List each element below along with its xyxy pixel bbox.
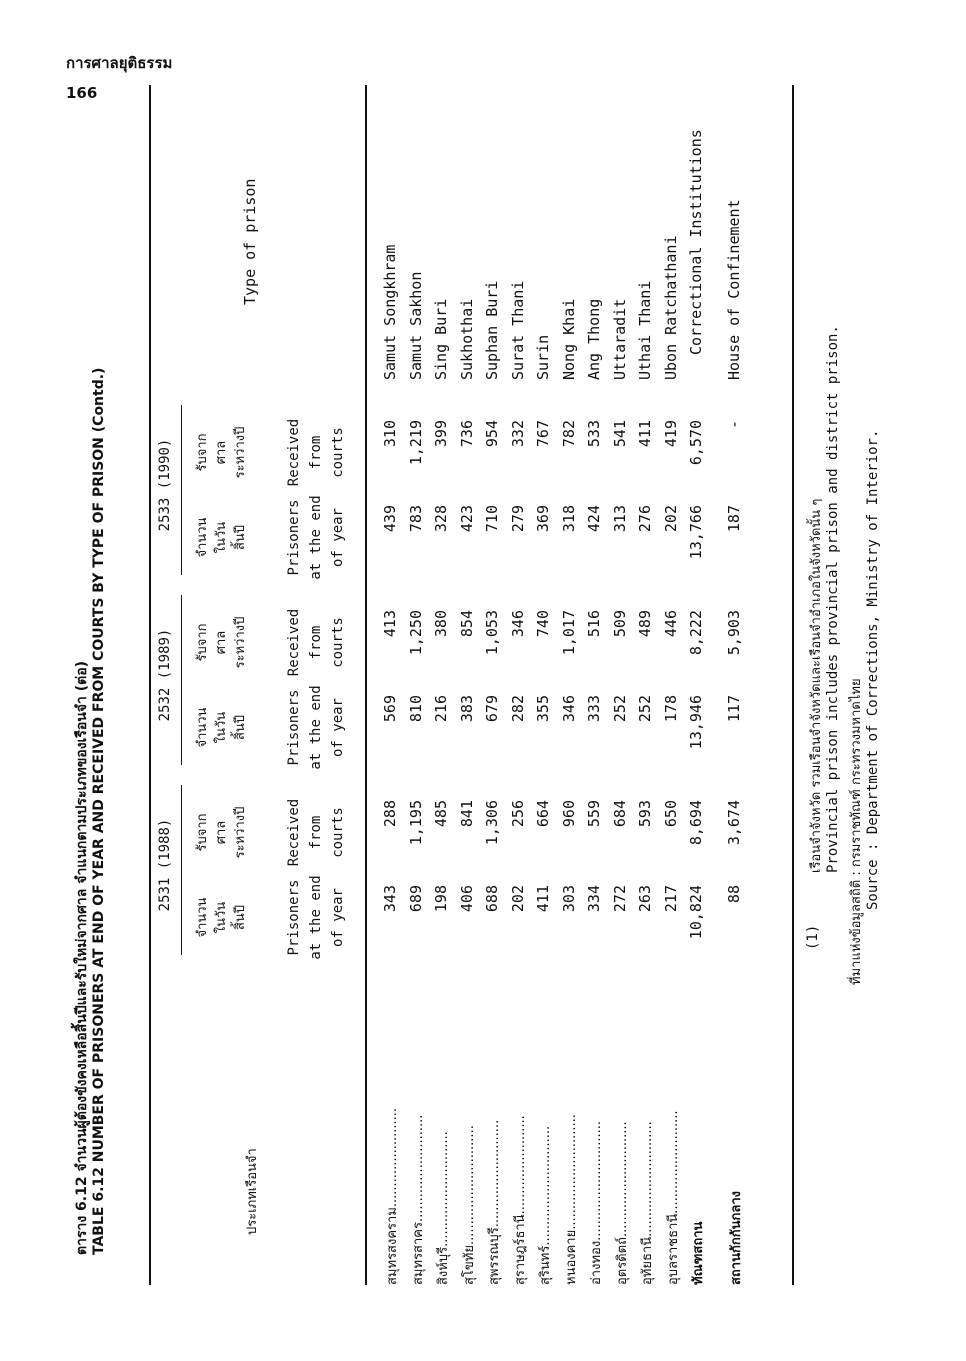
cell-value: 202	[661, 505, 680, 533]
prison-name-thai: หนองคาย............................	[563, 1114, 579, 1285]
column-header-thai: ในวัน	[214, 901, 229, 934]
prison-name-thai: สุพรรณบุรี..........................	[487, 1119, 502, 1285]
column-header-english: at the end	[308, 685, 324, 770]
cell-value: 178	[661, 695, 680, 723]
cell-value: 593	[636, 800, 654, 828]
column-header-english: of year	[330, 888, 346, 948]
cell-value: 782	[559, 420, 578, 448]
cell-value: 810	[406, 695, 425, 723]
cell-value: 318	[559, 505, 578, 533]
column-header-thai: ระหว่างปี	[233, 426, 248, 479]
cell-value: 279	[508, 505, 527, 533]
cell-value: 1,219	[406, 420, 425, 466]
column-header-english: of year	[330, 508, 346, 568]
cell-value: 10,824	[687, 885, 705, 940]
column-header-english: at the end	[308, 495, 324, 580]
column-header-thai: ระหว่างปี	[233, 616, 248, 669]
column-header-english: Prisoners	[286, 879, 302, 956]
cell-value: 783	[406, 505, 425, 533]
cell-value: 332	[508, 420, 527, 448]
year-header-1990: 2533 (1990)	[157, 438, 173, 532]
prison-name-english: Uttaradit	[610, 298, 629, 380]
column-header-english: from	[308, 435, 324, 470]
column-header-english: from	[308, 815, 324, 850]
year-rule-1988	[181, 785, 182, 955]
column-header-thai: ในวัน	[214, 521, 229, 554]
source-thai: ที่มาแห่งข้อมูลสถิติ : กรมราชทัณฑ์ กระทรวงมหาดไทย	[849, 678, 864, 985]
column-header-english: courts	[330, 617, 346, 668]
cell-value: 13,766	[687, 505, 705, 560]
prison-name-thai: อุบลราชธานี.........................	[665, 1110, 681, 1285]
cell-value: 313	[610, 505, 629, 533]
cell-value: 688	[483, 885, 501, 913]
prison-name-thai: สมุทรสงคราม........................	[385, 1107, 400, 1285]
table-title-english: TABLE 6.12 NUMBER OF PRISONERS AT END OF YEAR AND RECEIVED FROM COURTS BY TYPE OF PRISON (Contd.)	[91, 367, 107, 1255]
cell-value: 8,222	[687, 610, 705, 656]
footnote-thai: เรือนจำจังหวัด รวมเรือนจำจังหวัดและเรือนจำอำเภอในจังหวัดนั้น ๆ	[809, 498, 824, 873]
cell-value: 516	[585, 610, 603, 638]
prison-name-english: Surat Thani	[508, 280, 527, 380]
prison-name-english: Ubon Ratchathani	[661, 235, 680, 380]
column-header-thai: จำนวน	[195, 707, 210, 748]
table-title-thai: ตาราง 6.12 จำนวนผู้ต้องขังคงเหลือสิ้นปีและรับใหม่จากศาล จำแนกตามประเภทของเรือนจำ (ต่อ)	[74, 660, 90, 1255]
column-header-english: Received	[286, 418, 302, 487]
year-header-1988: 2531 (1988)	[157, 818, 173, 912]
cell-value: 533	[585, 420, 603, 448]
prison-name-thai: อุตรดิตถ์............................	[614, 1121, 630, 1285]
cell-value: 187	[725, 505, 743, 533]
cell-value: 1,250	[406, 610, 425, 656]
cell-value: 8,694	[687, 800, 705, 846]
cell-value: 446	[661, 610, 680, 638]
prison-name-english: Uthai Thani	[636, 280, 654, 380]
prison-name-english: House of Confinement	[725, 199, 743, 380]
cell-value: 569	[381, 695, 399, 723]
column-header-thai: รับจาก	[195, 623, 210, 662]
cell-value: 217	[661, 885, 680, 913]
cell-value: 263	[636, 885, 654, 913]
cell-value: 541	[610, 420, 629, 448]
column-header-thai: สิ้นปี	[233, 524, 248, 551]
book-title: การศาลยุติธรรม	[66, 54, 173, 72]
cell-value: 406	[457, 885, 476, 913]
cell-value: 272	[610, 885, 629, 913]
prison-name-english: Surin	[534, 334, 552, 380]
cell-value: 736	[457, 420, 476, 448]
cell-value: 383	[457, 695, 476, 723]
cell-value: 328	[432, 505, 450, 533]
cell-value: 346	[559, 695, 578, 723]
cell-value: 13,946	[687, 695, 705, 750]
cell-value: 256	[508, 800, 527, 828]
cell-value: 689	[406, 885, 425, 913]
prison-name-thai: สุรินทร์.............................	[538, 1125, 553, 1285]
column-header-thai: รับจาก	[195, 813, 210, 852]
cell-value: 288	[381, 800, 399, 828]
cell-value: 684	[610, 800, 629, 828]
column-header-english: courts	[330, 427, 346, 478]
cell-value: 854	[457, 610, 476, 638]
cell-value: 3,674	[725, 800, 743, 846]
column-header-thai: สิ้นปี	[233, 904, 248, 931]
cell-value: 202	[508, 885, 527, 913]
column-header-english: Prisoners	[286, 689, 302, 766]
column-header-english: from	[308, 625, 324, 660]
cell-value: 1,017	[559, 610, 578, 656]
year-rule-1990	[181, 405, 182, 575]
cell-value: 841	[457, 800, 476, 828]
table-bottom-rule	[792, 85, 794, 1285]
cell-value: 198	[432, 885, 450, 913]
column-header-english: courts	[330, 807, 346, 858]
column-header-thai: ศาล	[214, 440, 229, 465]
cell-value: 740	[534, 610, 552, 638]
cell-value: 439	[381, 505, 399, 533]
prison-name-thai: สุโขทัย.............................	[461, 1125, 477, 1285]
page-number: 166	[66, 84, 98, 102]
cell-value: 411	[534, 885, 552, 913]
prison-name-english: Ang Thong	[585, 298, 603, 380]
prison-name-english: Correctional Institutions	[687, 129, 705, 355]
cell-value: 399	[432, 420, 450, 448]
footnote-marker: (1)	[805, 924, 821, 950]
column-header-thai: ศาล	[214, 820, 229, 845]
cell-value: 6,570	[687, 420, 705, 466]
cell-value: -	[725, 420, 743, 430]
cell-value: 679	[483, 695, 501, 723]
prison-name-english: Suphan Buri	[483, 280, 501, 380]
column-header-thai: จำนวน	[195, 897, 210, 938]
cell-value: 954	[483, 420, 501, 448]
prison-name-english: Samut Songkhram	[381, 244, 399, 380]
column-header-thai: สิ้นปี	[233, 714, 248, 741]
cell-value: 355	[534, 695, 552, 723]
prison-name-thai: สถานกักกันกลาง	[729, 1191, 744, 1285]
prison-name-english: Nong Khai	[559, 298, 578, 380]
prison-name-thai: สิงห์บุรี............................	[436, 1131, 451, 1285]
prison-name-thai: อ่างทอง.............................	[589, 1120, 604, 1285]
column-header-english: Prisoners	[286, 499, 302, 576]
cell-value: 559	[585, 800, 603, 828]
cell-value: 1,306	[483, 800, 501, 846]
column-header-english: at the end	[308, 875, 324, 960]
cell-value: 413	[381, 610, 399, 638]
cell-value: 252	[636, 695, 654, 723]
footnote-english: Provincial prison includes provincial prison and district prison.	[825, 325, 841, 873]
header-bottom-rule	[365, 85, 367, 1285]
cell-value: 509	[610, 610, 629, 638]
left-column-header: ประเภทเรือนจำ	[245, 1148, 260, 1235]
column-header-thai: ศาล	[214, 630, 229, 655]
column-header-thai: ระหว่างปี	[233, 806, 248, 859]
right-column-header: Type of prison	[241, 178, 259, 305]
source-english: Source : Department of Corrections, Ministry of Interior.	[865, 429, 881, 910]
cell-value: 664	[534, 800, 552, 828]
cell-value: 1,195	[406, 800, 425, 846]
cell-value: 767	[534, 420, 552, 448]
column-header-thai: จำนวน	[195, 517, 210, 558]
cell-value: 117	[725, 695, 743, 723]
cell-value: 343	[381, 885, 399, 913]
cell-value: 276	[636, 505, 654, 533]
cell-value: 333	[585, 695, 603, 723]
prison-name-thai: ทัณฑสถาน	[691, 1221, 706, 1285]
prison-name-english: Samut Sakhon	[406, 271, 425, 380]
column-header-thai: ในวัน	[214, 711, 229, 744]
cell-value: 369	[534, 505, 552, 533]
cell-value: 411	[636, 420, 654, 448]
cell-value: 423	[457, 505, 476, 533]
column-header-english: of year	[330, 698, 346, 758]
prison-name-english: Sing Buri	[432, 298, 450, 380]
cell-value: 334	[585, 885, 603, 913]
cell-value: 650	[661, 800, 680, 828]
prison-name-thai: อุทัยธานี............................	[640, 1121, 655, 1285]
cell-value: 1,053	[483, 610, 501, 656]
cell-value: 489	[636, 610, 654, 638]
cell-value: 5,903	[725, 610, 743, 656]
year-header-1989: 2532 (1989)	[157, 628, 173, 722]
cell-value: 419	[661, 420, 680, 448]
prison-name-thai: สมุทรสาคร..........................	[410, 1114, 426, 1285]
cell-value: 282	[508, 695, 527, 723]
cell-value: 303	[559, 885, 578, 913]
year-rule-1989	[181, 595, 182, 765]
column-header-english: Received	[286, 798, 302, 867]
cell-value: 485	[432, 800, 450, 828]
prison-name-english: Sukhothai	[457, 298, 476, 380]
cell-value: 424	[585, 505, 603, 533]
column-header-english: Received	[286, 608, 302, 677]
cell-value: 216	[432, 695, 450, 723]
cell-value: 710	[483, 505, 501, 533]
cell-value: 380	[432, 610, 450, 638]
rotated-table	[65, 85, 895, 1285]
prison-name-thai: สุราษฎร์ธานี........................	[512, 1115, 528, 1285]
cell-value: 252	[610, 695, 629, 723]
table-top-rule	[149, 85, 151, 1285]
cell-value: 346	[508, 610, 527, 638]
column-header-thai: รับจาก	[195, 433, 210, 472]
cell-value: 88	[725, 885, 743, 904]
cell-value: 310	[381, 420, 399, 448]
cell-value: 960	[559, 800, 578, 828]
